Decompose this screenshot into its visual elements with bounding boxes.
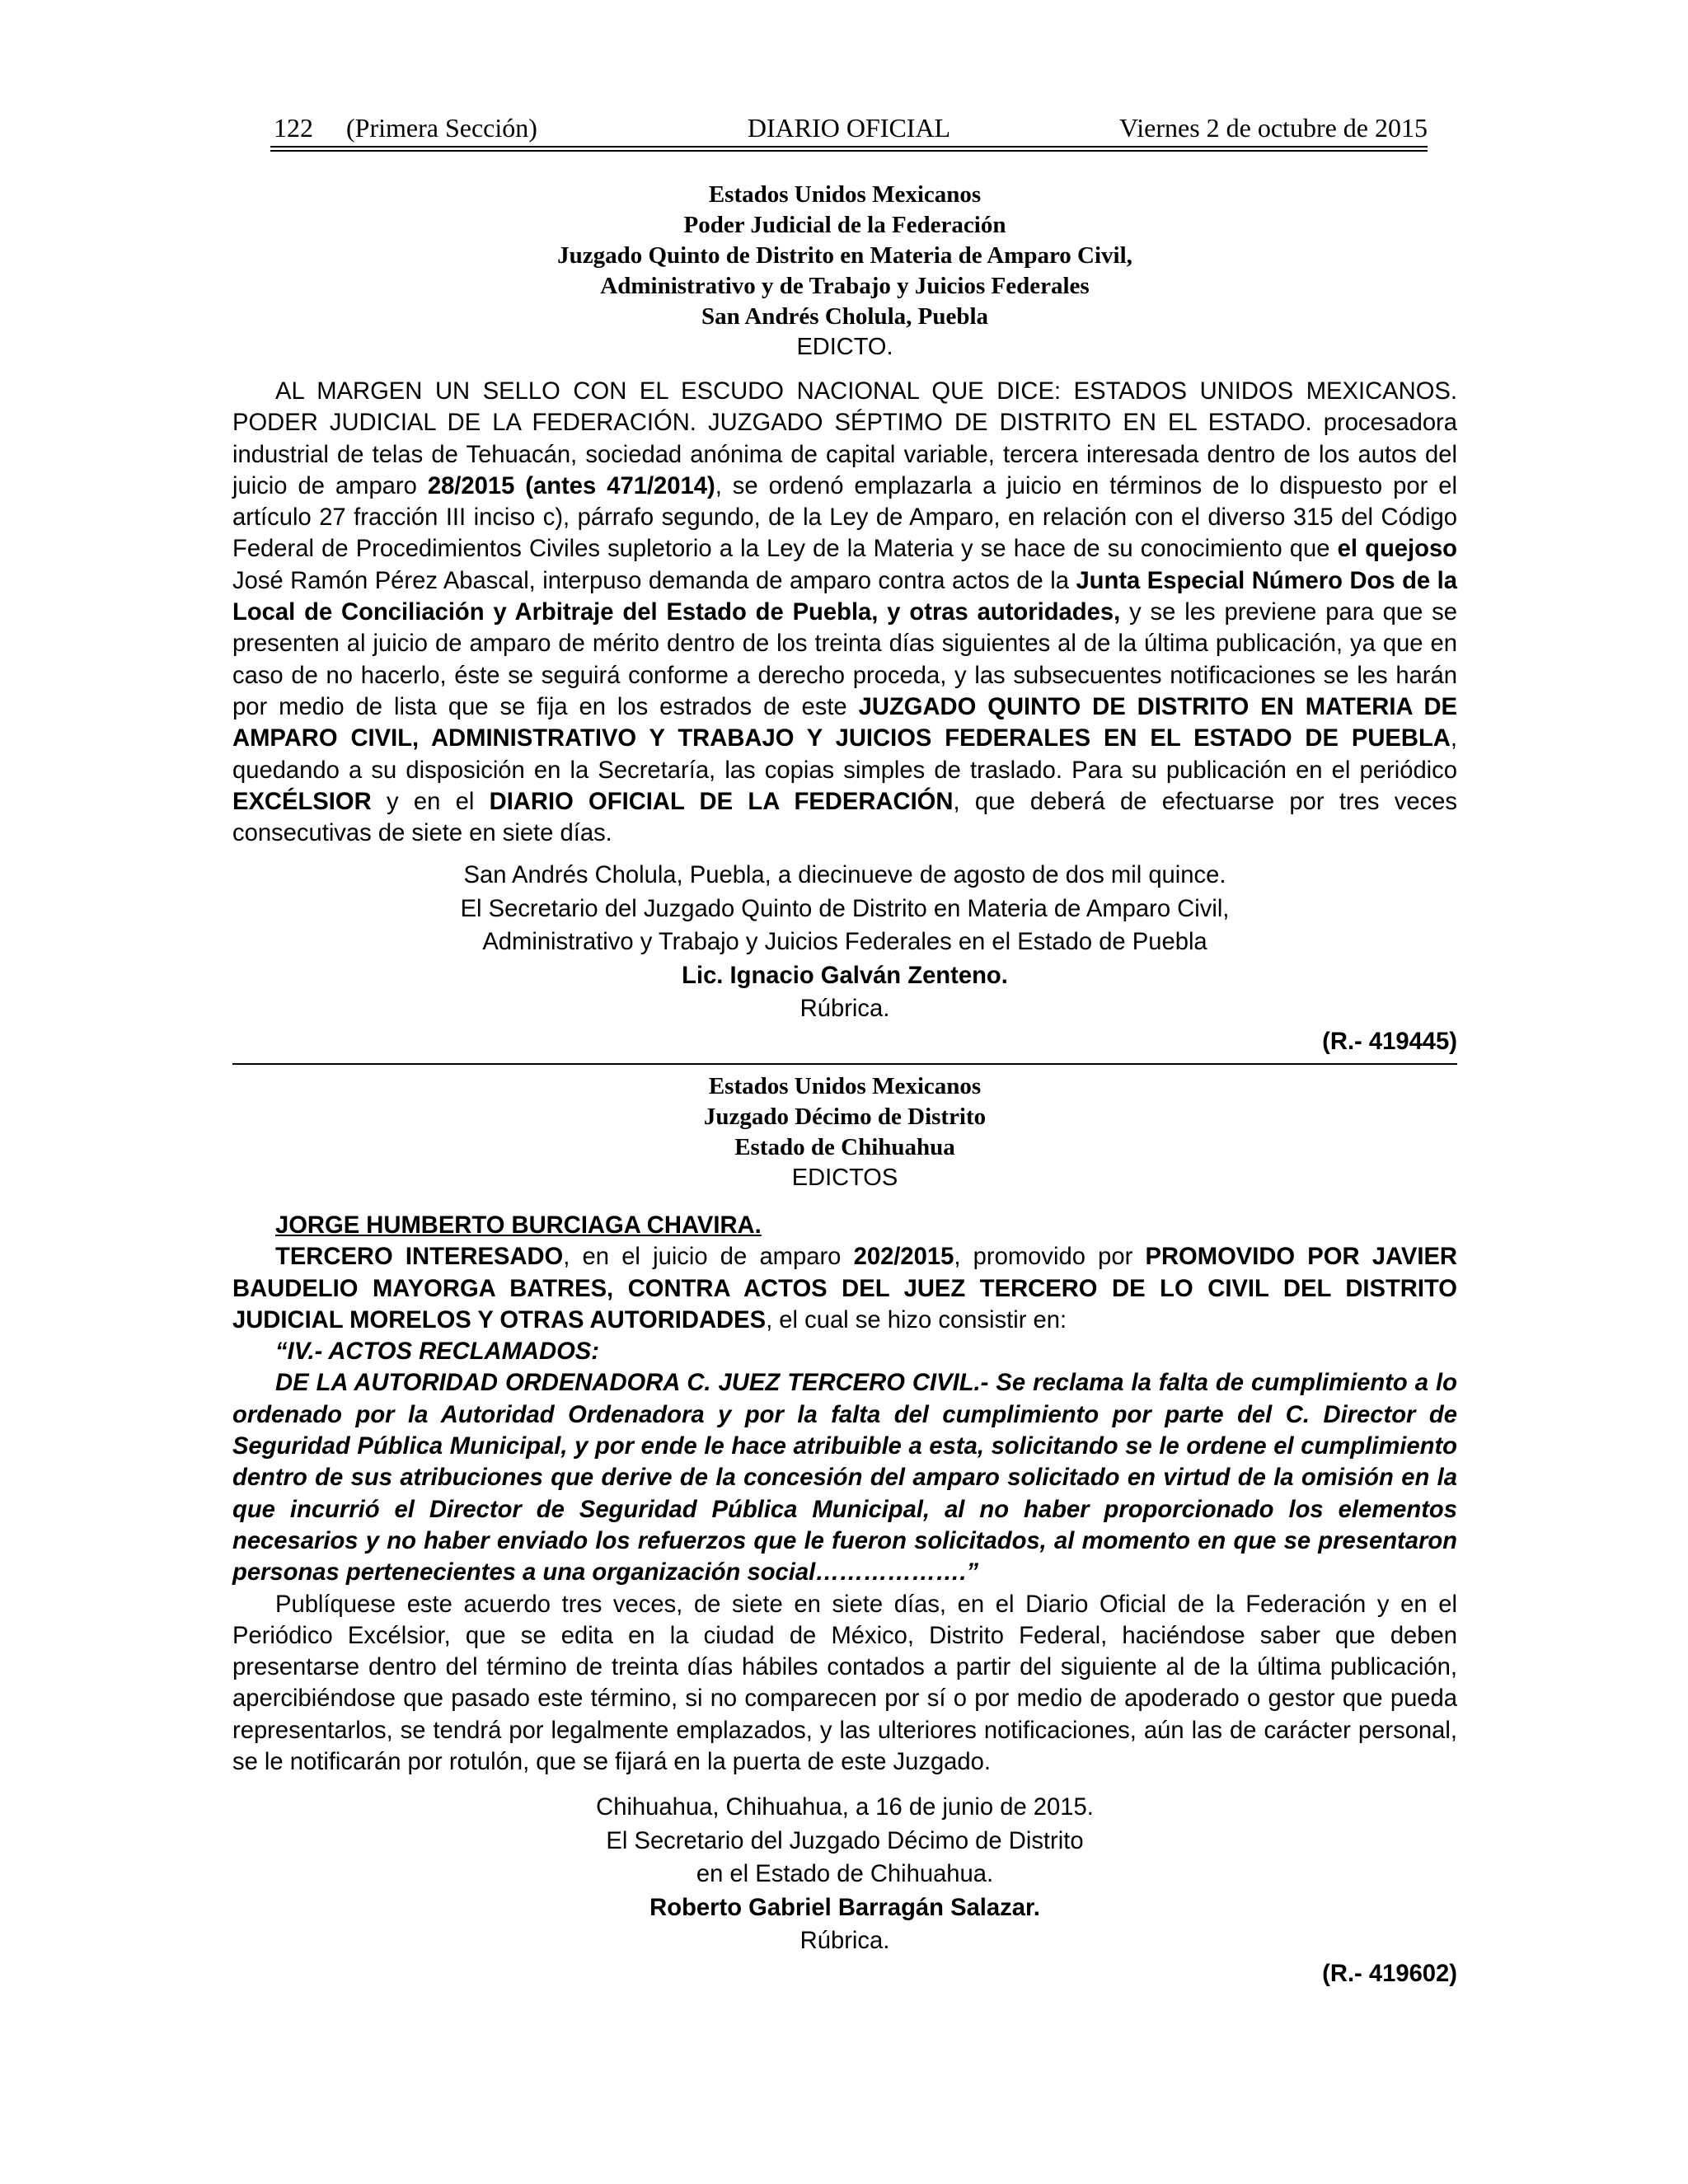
signer-role: El Secretario del Juzgado Quinto de Distrito en Materia de Amparo Civil, — [460, 895, 1230, 922]
body-emphasis: PROMOVIDO POR JAVIER BAUDELIO MAYORGA BATRES, CONTRA ACTOS DEL JUEZ TERCERO DE LO CIVIL DEL DISTRITO JUDICIAL MORELOS Y OTRAS AUTORIDADES — [232, 1244, 1458, 1333]
body-text: , el cual se hizo consistir en: — [766, 1306, 1067, 1333]
signer-role: El Secretario del Juzgado Décimo de Distrito — [606, 1827, 1084, 1854]
signer-name: Roberto Gabriel Barragán Salazar. — [649, 1894, 1040, 1921]
heading-line: Juzgado Quinto de Distrito en Materia de Amparo Civil, — [557, 242, 1132, 269]
case-number: 28/2015 (antes 471/2014) — [427, 472, 715, 499]
notice-kind: EDICTO. — [796, 334, 893, 360]
quote-body: DE LA AUTORIDAD ORDENADORA C. JUEZ TERCERO CIVIL.- Se reclama la falta de cumplimiento a lo ordenado por la Autoridad Ordenadora y por la falta del cumplimiento por parte del C. Director de Seguridad Pública Municipal, y por ende le hace atribuible a esta, solicitando se le ordene el cumplimiento dentro de sus atribuciones que derive de la concesión del amparo solicitado en virtud de la omisión en la que incurrió el Director de Seguridad Pública Municipal, al no haber proporcionado los elementos necesarios y no haber enviado los refuerzos que le fueron solicitados, al momento en que se presentaron personas pertenecientes a una organización social……………….” — [232, 1370, 1457, 1586]
notice-reference: (R.- 419445) — [1322, 1028, 1457, 1055]
notice-puebla — [232, 180, 1457, 1057]
publication-name: DIARIO OFICIAL — [747, 113, 951, 143]
signer-role: Administrativo y Trabajo y Juicios Federales en el Estado de Puebla — [482, 929, 1207, 956]
notice-body — [232, 1210, 1457, 1778]
notice-kind: EDICTOS — [791, 1165, 898, 1191]
header-rule-top — [270, 146, 1428, 148]
header-rule-bottom — [270, 150, 1428, 152]
notice-heading — [232, 180, 1457, 363]
heading-line: Estado de Chihuahua — [734, 1134, 955, 1160]
signature-note: Rúbrica. — [799, 1928, 890, 1955]
notice-body — [232, 376, 1457, 849]
body-text: José Ramón Pérez Abascal, interpuso demanda de amparo contra actos de la — [232, 567, 1076, 594]
body-text: AL MARGEN UN SELLO CON EL ESCUDO NACIONAL QUE DICE: ESTADOS UNIDOS MEXICANOS. PODER JUDICIAL DE LA FEDERACIÓN. JUZGADO SÉPTIMO DE DISTRITO EN EL ESTADO. procesadora industrial de telas de Tehuacán, sociedad anónima de capital variable, tercera interesada dentro de los autos del juicio de amparo — [232, 378, 1457, 499]
heading-line: Estados Unidos Mexicanos — [708, 1073, 982, 1099]
heading-line: Poder Judicial de la Federación — [683, 212, 1006, 238]
body-paragraph: Publíquese este acuerdo tres veces, de siete en siete días, en el Diario Oficial de la Federación y en el Periódico Excélsior, que se edita en la ciudad de México, Distrito Federal, haciéndose saber que deben presentarse dentro del término de treinta días hábiles contados a partir del siguiente al de la última publicación, apercibiéndose que pasado este término, si no comparecen por sí o por medio de apoderado o gestor que pueda representarlos, se tendrá por legalmente emplazados, y las ulteriores notificaciones, aún las de carácter personal, se le notificarán por rotulón, que se fijará en la puerta de este Juzgado. — [232, 1591, 1457, 1776]
notice-divider — [232, 1063, 1457, 1065]
body-emphasis: DIARIO OFICIAL DE LA FEDERACIÓN — [489, 788, 954, 815]
place-date: San Andrés Cholula, Puebla, a diecinueve de agosto de dos mil quince. — [463, 862, 1226, 889]
body-paragraph — [232, 1241, 1457, 1336]
addressee-name: JORGE HUMBERTO BURCIAGA CHAVIRA. — [275, 1212, 762, 1239]
body-text: , que deberá de efectuarse por tres veces consecutivas de siete en siete días. — [232, 788, 1458, 847]
body-text: y en el — [371, 788, 490, 815]
body-emphasis: Junta Especial Número Dos de la Local de Conciliación y Arbitraje del Estado de Puebla, y otras autoridades, — [232, 567, 1457, 626]
notice-reference: (R.- 419602) — [1322, 1960, 1457, 1987]
heading-line: Administrativo y de Trabajo y Juicios Federales — [600, 273, 1090, 299]
quote-title: “IV.- ACTOS RECLAMADOS: — [275, 1338, 599, 1366]
notice-signoff — [232, 859, 1457, 1026]
issue-date: Viernes 2 de octubre de 2015 — [1119, 113, 1428, 143]
page-number-section: 122 (Primera Sección) — [274, 113, 537, 143]
body-emphasis: JUZGADO QUINTO DE DISTRITO EN MATERIA DE AMPARO CIVIL, ADMINISTRATIVO Y TRABAJO Y JUICIOS FEDERALES EN EL ESTADO DE PUEBLA — [232, 693, 1457, 752]
body-emphasis: el quejoso — [1337, 536, 1458, 563]
addressee — [232, 1210, 1457, 1241]
body-text: y se les previene para que se presenten al juicio de amparo de mérito dentro de los treinta días siguientes al de la última publicación, ya que en caso de no hacerlo, éste se seguirá conforme a derecho proceda, y las subsecuentes notificaciones se les harán por medio de lista que se fija en los estrados de este — [232, 599, 1458, 720]
place-date: Chihuahua, Chihuahua, a 16 de junio de 2015. — [596, 1794, 1094, 1821]
notice-heading — [232, 1071, 1457, 1193]
heading-line: Estados Unidos Mexicanos — [708, 181, 982, 208]
body-text: , promovido por — [954, 1244, 1146, 1271]
signature-note: Rúbrica. — [799, 996, 890, 1023]
body-text: , se ordenó emplazarla a juicio en términos de lo dispuesto por el artículo 27 fracción III inciso c), párrafo segundo, de la Ley de Amparo, en relación con el diverso 315 del Código Federal de Procedimientos Civiles supletorio a la Ley de la Materia y se hace de su conocimiento que — [232, 472, 1457, 563]
heading-line: San Andrés Cholula, Puebla — [701, 303, 989, 330]
body-paragraph — [232, 376, 1457, 849]
body-emphasis: TERCERO INTERESADO — [275, 1244, 564, 1271]
body-text: , en el juicio de amparo — [563, 1244, 854, 1271]
signer-role: en el Estado de Chihuahua. — [696, 1861, 994, 1888]
heading-line: Juzgado Décimo de Distrito — [703, 1104, 987, 1130]
case-number: 202/2015 — [853, 1244, 954, 1271]
signer-name: Lic. Ignacio Galván Zenteno. — [682, 962, 1008, 989]
body-text: , quedando a su disposición en la Secretaría, las copias simples de traslado. Para su publicación en el periódico — [232, 725, 1457, 784]
body-emphasis: EXCÉLSIOR — [232, 788, 372, 815]
notice-signoff — [232, 1791, 1457, 1958]
notice-chihuahua — [232, 1071, 1457, 1990]
